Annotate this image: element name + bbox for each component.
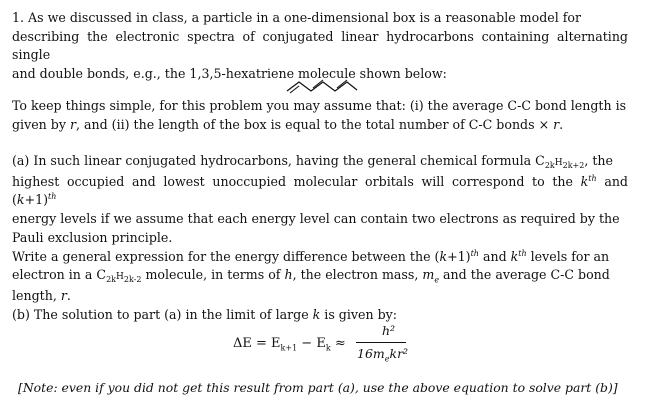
intro-paragraph [12,9,628,84]
note-text: [Note: even if you did not get this result from part (a), use the above equation to solve part (b)] [18,380,618,395]
part-b-paragraph: (b) The solution to part (a) in the limit of large k is given by: [12,307,397,322]
assumption-line-1: To keep things simple, for this problem you may assume that: (i) the average C-C bond length is [12,98,627,113]
part-a-paragraph: (a) In such linear conjugated hydrocarbons, having the general chemical formula $C_{2k}H_{2k+2}$, the highest occupied and lowest unoccupied molecular orbitals will correspond to the $k^{th}$ and $(k+1)^{th}$ energy levels if we assume that each energy level can contain two electrons as required by the Pauli exclusion principle. Write a general expression for the energy difference between the $(k+1)^{th}$ and $k^{th}$ levels for an electron in a $C_{2k}H_{2k-2}$ molecule, in terms of h, the electron mass, $m_e$ and the average C-C bond length, r. [12,153,628,303]
fraction-bar [356,342,406,343]
intro-line-2: describing the electronic spectra of conjugated linear hydrocarbons containing alternating single [12,28,628,63]
intro-line-3: and double bonds, e.g., the 1,3,5-hexatriene molecule shown below: [12,66,447,82]
energy-equation: $\Delta E = E_{k+1} - E_k$ ≈ [233,336,346,353]
equation-numerator: h² [382,323,396,338]
equation-denominator: $16m_ekr^2$ [357,346,409,364]
assumption-paragraph: To keep things simple, for this problem you may assume that: (i) the average C-C bond length is given by r, and (ii) the length of the box is equal to the total number of C-C bonds × r. [12,98,627,132]
hexatriene-structure-image [285,77,359,95]
intro-line-1: 1. As we discussed in class, a particle in a one-dimensional box is a reasonable model for [12,10,582,25]
